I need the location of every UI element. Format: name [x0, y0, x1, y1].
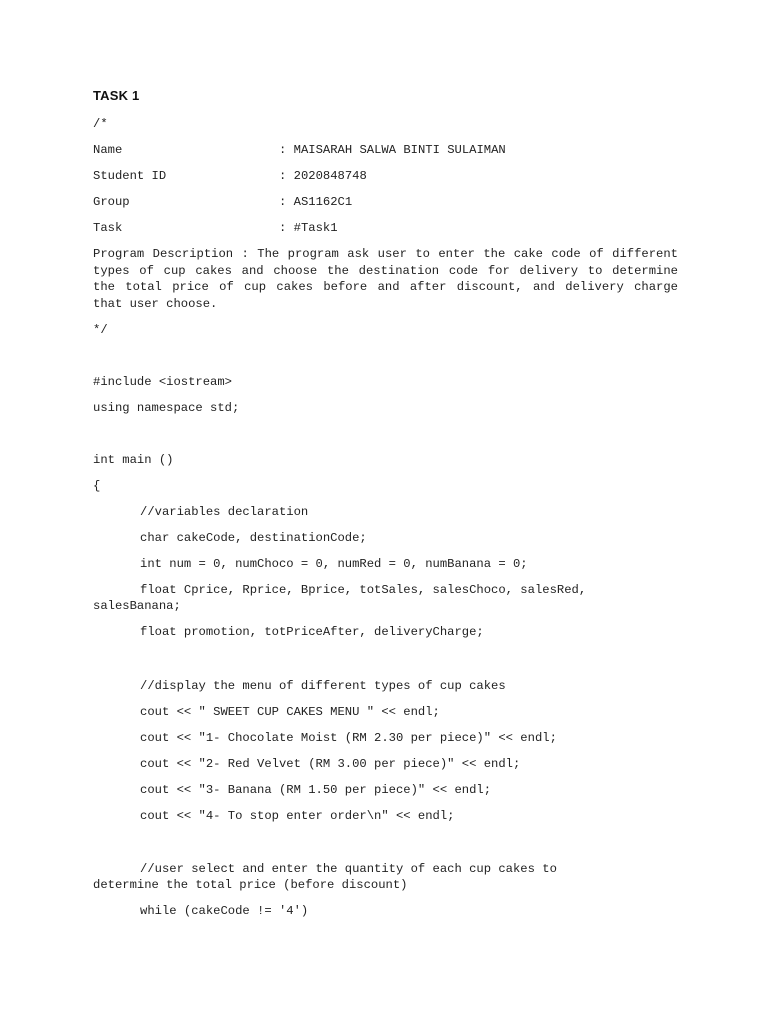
field-value: : MAISARAH SALWA BINTI SULAIMAN	[279, 143, 506, 157]
code-decl-float-1-cont: salesBanana;	[93, 599, 181, 613]
header-field-student-id	[93, 168, 367, 185]
code-select-comment: //user select and enter the quantity of each cup cakes to	[140, 862, 557, 876]
code-using: using namespace std;	[93, 401, 240, 415]
header-field-task	[93, 220, 338, 237]
code-while: while (cakeCode != '4')	[140, 904, 309, 918]
code-brace-open: {	[93, 479, 101, 493]
code-cout-3: cout << "3- Banana (RM 1.50 per piece)" << endl;	[140, 783, 492, 797]
header-field-group	[93, 194, 352, 211]
code-decl-char: char cakeCode, destinationCode;	[140, 531, 367, 545]
code-menu-comment: //display the menu of different types of cup cakes	[140, 679, 506, 693]
code-decl-float-2: float promotion, totPriceAfter, deliveryCharge;	[140, 625, 484, 639]
code-decl-float-1: float Cprice, Rprice, Bprice, totSales, salesChoco, salesRed,	[140, 583, 587, 597]
code-cout-4: cout << "4- To stop enter order\n" << endl;	[140, 809, 455, 823]
field-value: : 2020848748	[279, 169, 367, 183]
field-label: Task	[93, 221, 123, 235]
task-heading: TASK 1	[93, 88, 140, 103]
field-label: Student ID	[93, 169, 167, 183]
field-label: Name	[93, 143, 123, 157]
code-decl-int: int num = 0, numChoco = 0, numRed = 0, numBanana = 0;	[140, 557, 528, 571]
field-value: : #Task1	[279, 221, 338, 235]
code-include: #include <iostream>	[93, 375, 232, 389]
comment-close: */	[93, 323, 108, 337]
field-value: : AS1162C1	[279, 195, 353, 209]
code-main-signature: int main ()	[93, 453, 174, 467]
code-cout-2: cout << "2- Red Velvet (RM 3.00 per piece)" << endl;	[140, 757, 521, 771]
code-cout-title: cout << " SWEET CUP CAKES MENU " << endl;	[140, 705, 440, 719]
header-field-name	[93, 142, 506, 159]
code-cout-1: cout << "1- Chocolate Moist (RM 2.30 per piece)" << endl;	[140, 731, 557, 745]
field-label: Group	[93, 195, 130, 209]
code-var-comment: //variables declaration	[140, 505, 309, 519]
code-select-comment-cont: determine the total price (before discount)	[93, 878, 408, 892]
program-description: Program Description : The program ask user to enter the cake code of different types of cup cakes and choose the destination code for delivery to determine the total price of cup cakes before and after discount, and delivery charge that user choose.	[93, 247, 678, 311]
comment-open: /*	[93, 117, 108, 131]
